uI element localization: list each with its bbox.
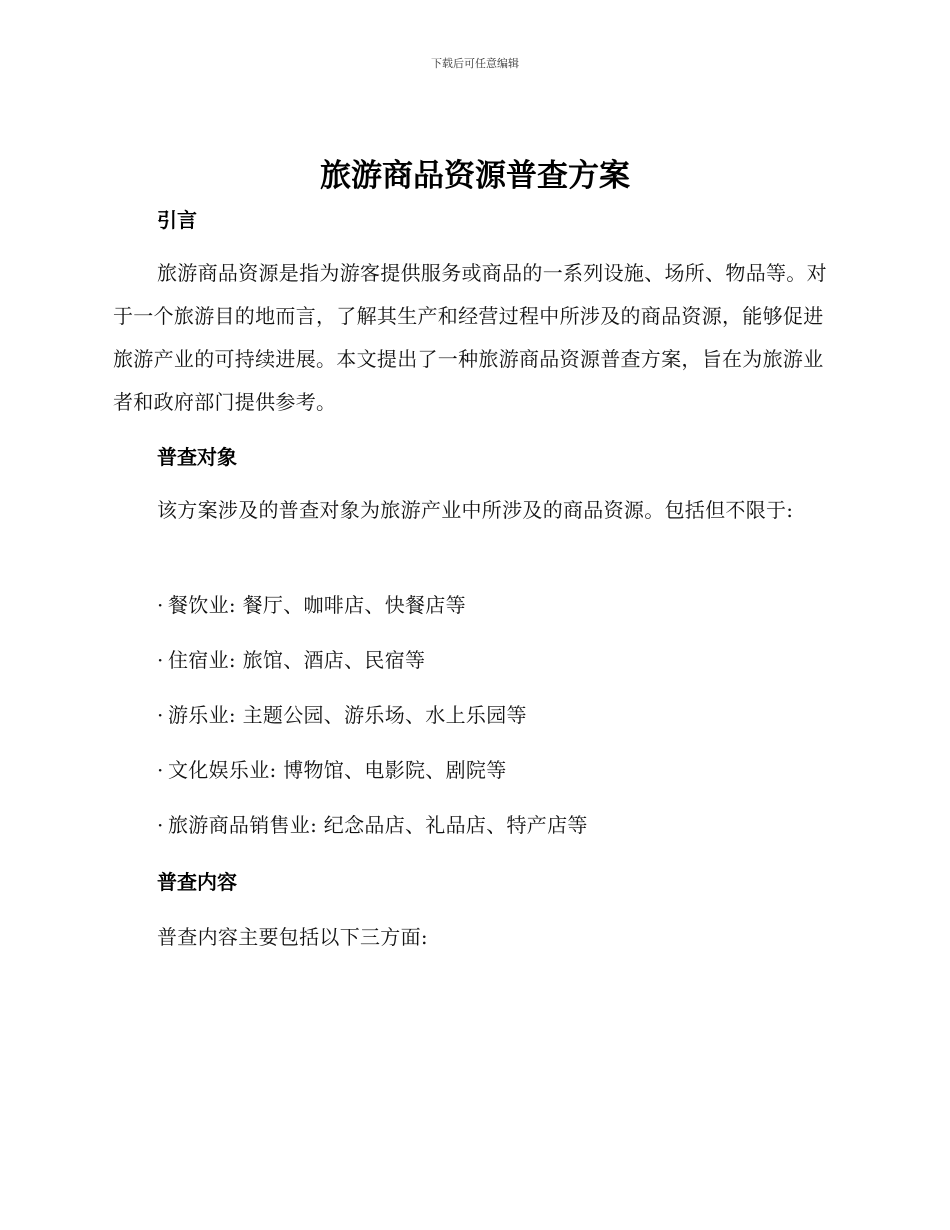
section-heading-intro: 引言 bbox=[157, 208, 197, 232]
bullet-icon: · bbox=[157, 593, 164, 617]
list-item bbox=[157, 701, 588, 756]
bullet-icon: · bbox=[157, 813, 164, 837]
bullet-icon: · bbox=[157, 758, 164, 782]
document-title: 旅游商品资源普查方案 bbox=[320, 158, 630, 194]
list-item-text: 文化娱乐业: 博物馆、电影院、剧院等 bbox=[168, 758, 507, 782]
objects-bullet-list bbox=[157, 591, 588, 866]
section-heading-objects: 普查对象 bbox=[157, 445, 237, 469]
list-item-text: 游乐业: 主题公园、游乐场、水上乐园等 bbox=[168, 703, 527, 727]
list-item bbox=[157, 756, 588, 811]
list-item bbox=[157, 646, 588, 701]
list-item bbox=[157, 811, 588, 866]
bullet-icon: · bbox=[157, 703, 164, 727]
objects-paragraph: 该方案涉及的普查对象为旅游产业中所涉及的商品资源。包括但不限于: bbox=[157, 498, 794, 522]
list-item-text: 住宿业: 旅馆、酒店、民宿等 bbox=[168, 648, 426, 672]
content-paragraph: 普查内容主要包括以下三方面: bbox=[157, 925, 428, 949]
section-heading-content: 普查内容 bbox=[157, 870, 237, 894]
bullet-icon: · bbox=[157, 648, 164, 672]
list-item-text: 旅游商品销售业: 纪念品店、礼品店、特产店等 bbox=[168, 813, 588, 837]
page-header-note: 下载后可任意编辑 bbox=[431, 57, 519, 70]
list-item-text: 餐饮业: 餐厅、咖啡店、快餐店等 bbox=[168, 593, 466, 617]
intro-paragraph: 旅游商品资源是指为游客提供服务或商品的一系列设施、场所、物品等。对于一个旅游目的地而言，了解其生产和经营过程中所涉及的商品资源，能够促进旅游产业的可持续进展。本文提出了一种旅游商品资源普查方案，旨在为旅游业者和政府部门提供参考。 bbox=[113, 261, 827, 414]
list-item bbox=[157, 591, 588, 646]
